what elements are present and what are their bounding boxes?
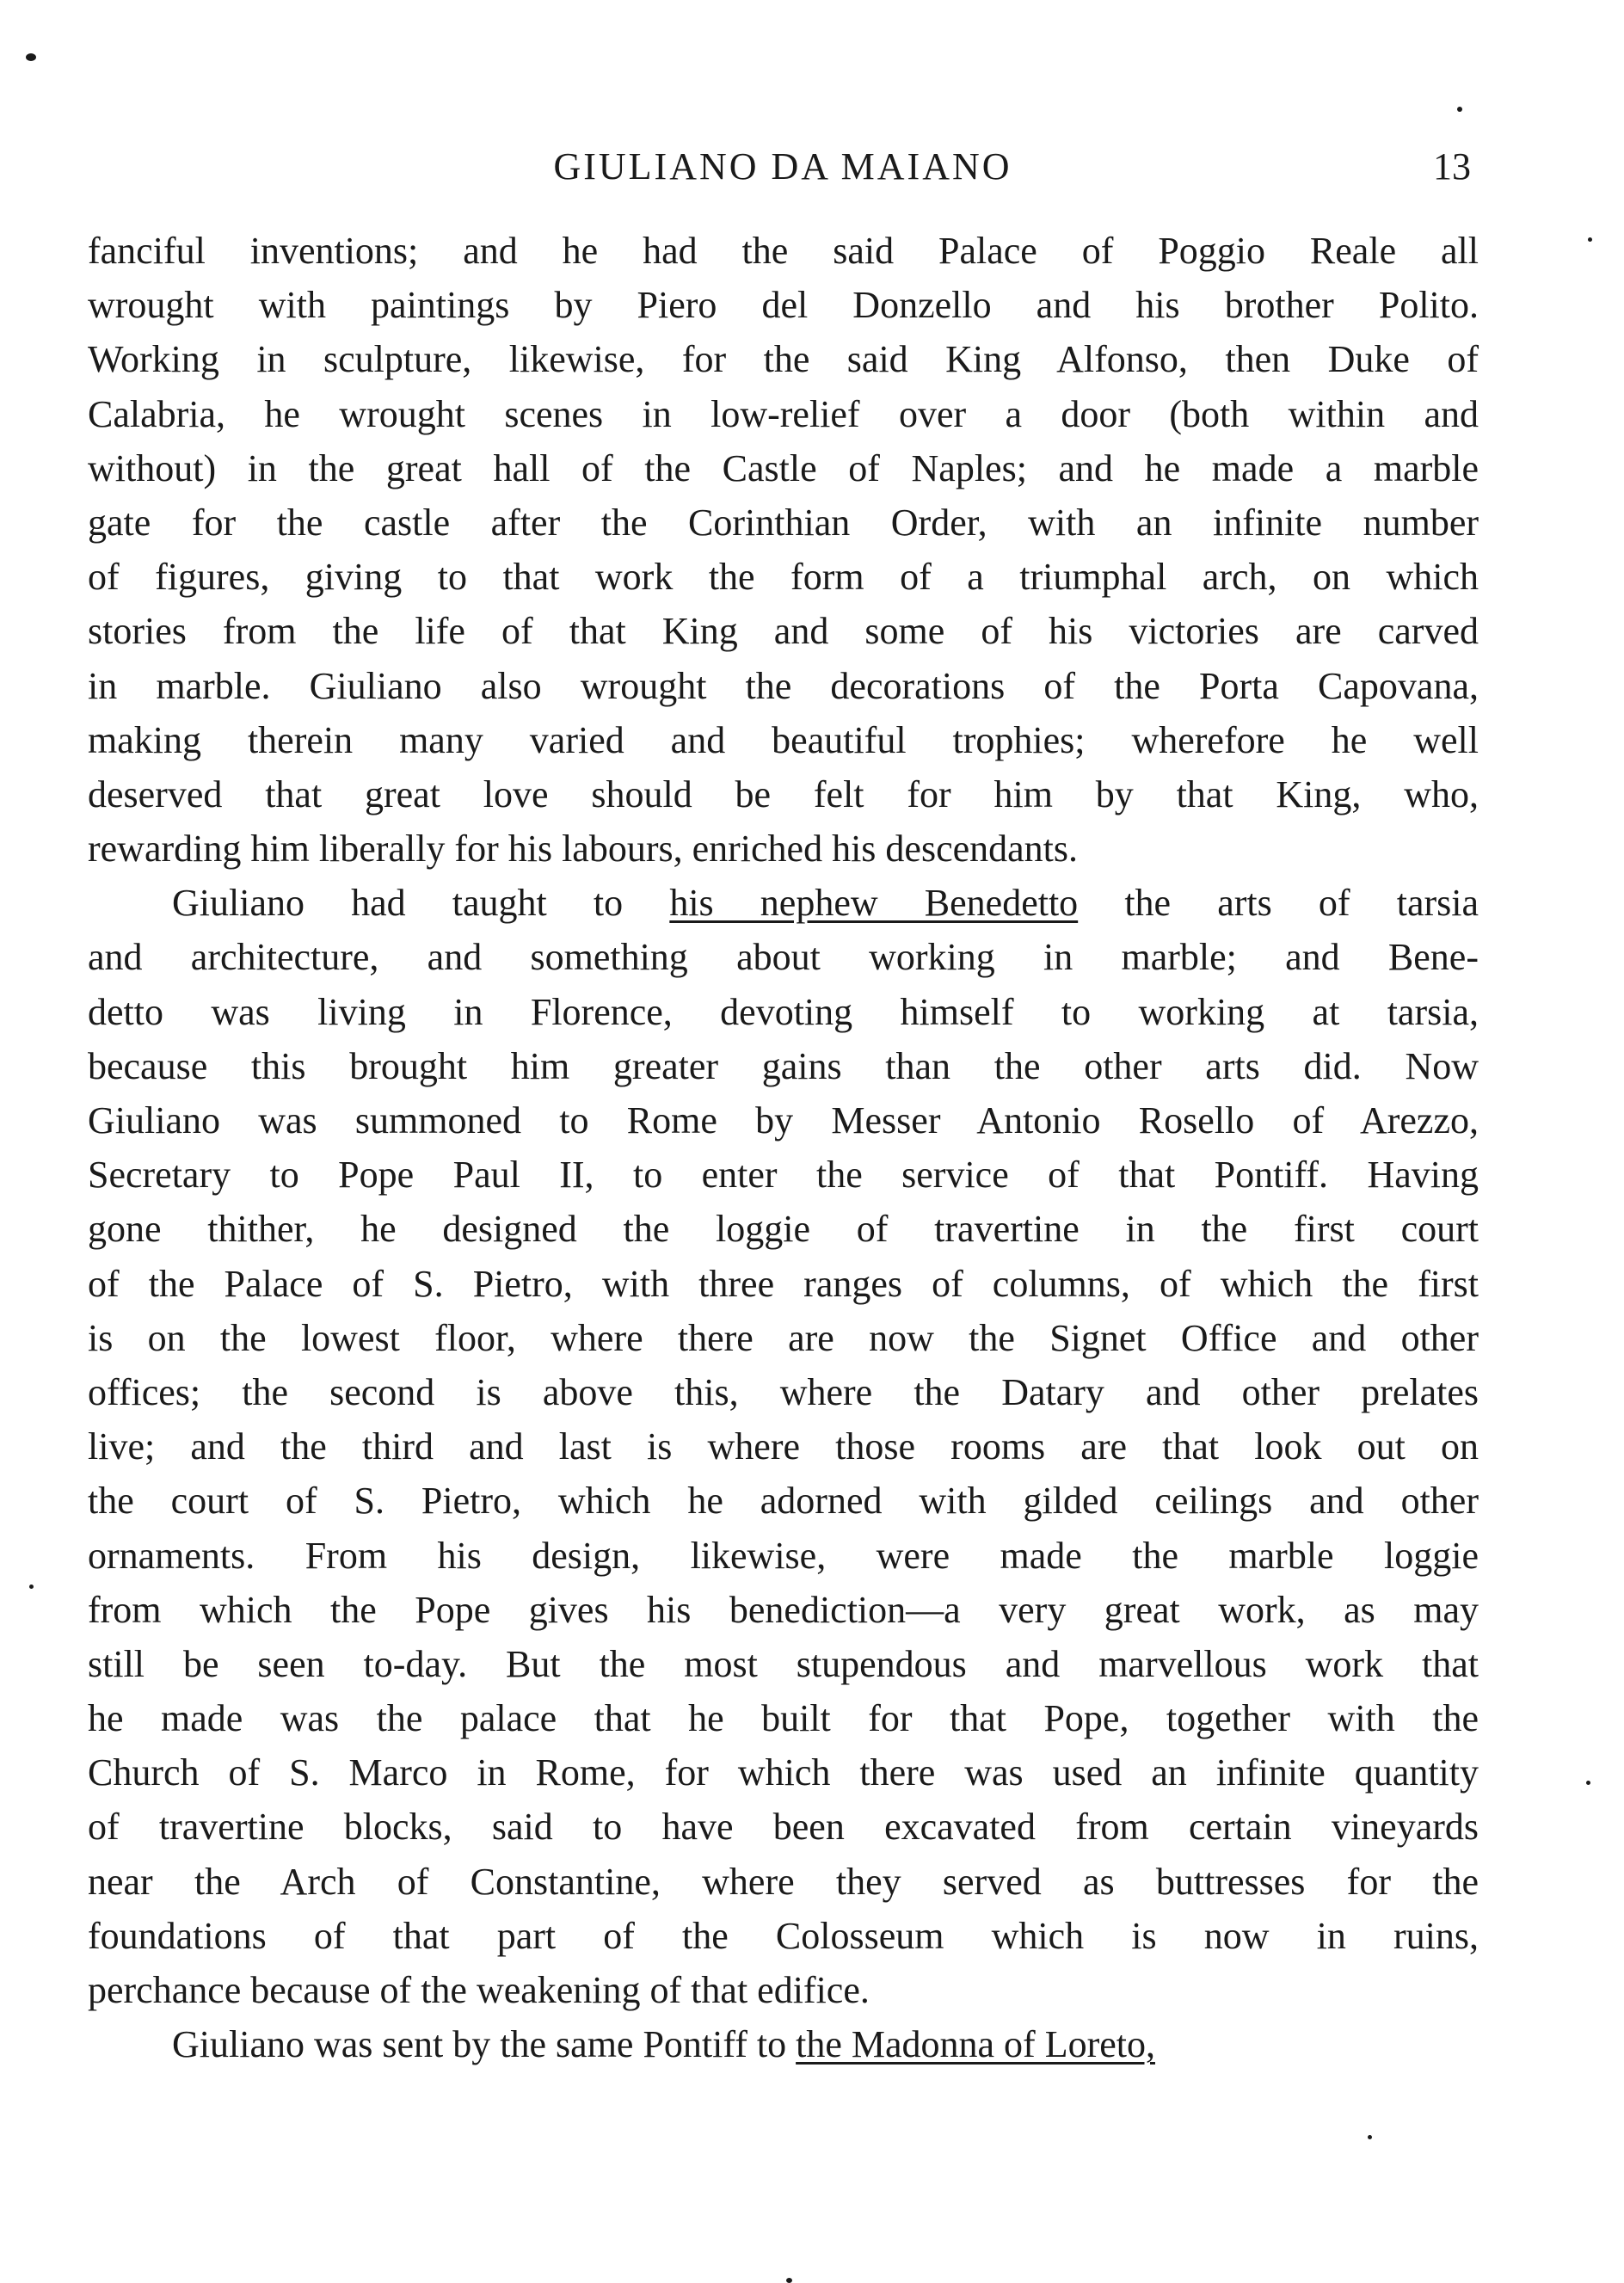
body-text: [88, 224, 1479, 2071]
text-run: the arts of tarsia: [1078, 882, 1479, 925]
text-line: stories from the life of that King and some of his victories are carved: [88, 610, 1479, 653]
text-line: gone thither, he designed the loggie of travertine in the first court: [88, 1208, 1479, 1251]
text-line: without) in the great hall of the Castle of Naples; and he made a marble: [88, 446, 1479, 489]
text-line: and architecture, and something about working in marble; and Bene-: [88, 936, 1479, 979]
ink-speck: [1586, 1781, 1590, 1785]
text-line: Working in sculpture, likewise, for the said King Alfonso, then Duke of: [88, 338, 1479, 381]
ink-speck: [786, 2278, 792, 2283]
text-line: live; and the third and last is where those rooms are that look out on: [88, 1425, 1479, 1468]
text-line: he made was the palace that he built for that Pope, together with the: [88, 1697, 1479, 1740]
text-line: detto was living in Florence, devoting himself to working at tarsia,: [88, 990, 1479, 1033]
text-line: near the Arch of Constantine, where they served as buttresses for the: [88, 1860, 1479, 1903]
text-line: is on the lowest floor, where there are now the Signet Office and other: [88, 1316, 1479, 1359]
text-line: of figures, giving to that work the form of a triumphal arch, on which: [88, 556, 1479, 599]
text-line: deserved that great love should be felt for him by that King, who,: [88, 772, 1479, 815]
text-line: fanciful inventions; and he had the said Palace of Poggio Reale all: [88, 230, 1479, 272]
text-line: Secretary to Pope Paul II, to enter the service of that Pontiff. Having: [88, 1154, 1479, 1197]
text-line: in marble. Giuliano also wrought the decorations of the Porta Capovana,: [88, 664, 1479, 707]
text-line: Calabria, he wrought scenes in low-relief over a door (both within and: [88, 392, 1479, 435]
text-line: rewarding him liberally for his labours, enriched his descendants.: [88, 828, 1079, 871]
underlined-place: the Madonna of Loreto,: [796, 2023, 1155, 2066]
ink-speck: [26, 53, 36, 61]
text-line: the court of S. Pietro, which he adorned with gilded ceilings and other: [88, 1480, 1479, 1523]
page-number: 13: [1433, 145, 1471, 188]
text-line: perchance because of the weakening of that edifice.: [88, 1969, 870, 2011]
ink-speck: [1457, 107, 1462, 112]
text-line: because this brought him greater gains than the other arts did. Now: [88, 1044, 1479, 1087]
text-line: of travertine blocks, said to have been excavated from certain vineyards: [88, 1806, 1479, 1849]
text-line: offices; the second is above this, where the Datary and other prelates: [88, 1370, 1479, 1413]
text-line: foundations of that part of the Colosseum which is now in ruins,: [88, 1914, 1479, 1957]
text-line: Giuliano was summoned to Rome by Messer Antonio Rosello of Arezzo,: [88, 1099, 1479, 1142]
text-line: of the Palace of S. Pietro, with three ranges of columns, of which the first: [88, 1262, 1479, 1305]
text-line: Church of S. Marco in Rome, for which there was used an infinite quantity: [88, 1751, 1479, 1794]
running-title: GIULIANO DA MAIANO: [553, 145, 1012, 188]
text-run: Giuliano had taught to: [172, 882, 670, 925]
ink-speck: [1588, 237, 1592, 242]
text-line: making therein many varied and beautiful trophies; wherefore he well: [88, 718, 1479, 761]
ink-speck: [1368, 2135, 1372, 2139]
text-line: from which the Pope gives his benediction—a very great work, as may: [88, 1588, 1479, 1631]
underlined-name: his nephew Benedetto: [669, 882, 1079, 925]
text-line: wrought with paintings by Piero del Donzello and his brother Polito.: [88, 284, 1479, 327]
paragraph-first-line: [88, 2017, 1479, 2071]
running-head: [86, 145, 1479, 196]
text-run: Giuliano was sent by the same Pontiff to: [172, 2023, 797, 2066]
text-line: gate for the castle after the Corinthian Order, with an infinite number: [88, 501, 1479, 544]
ink-speck: [29, 1585, 34, 1589]
text-line: still be seen to-day. But the most stupendous and marvellous work that: [88, 1642, 1479, 1685]
text-line: ornaments. From his design, likewise, were made the marble loggie: [88, 1534, 1479, 1577]
paragraph-first-line: [88, 876, 1479, 930]
